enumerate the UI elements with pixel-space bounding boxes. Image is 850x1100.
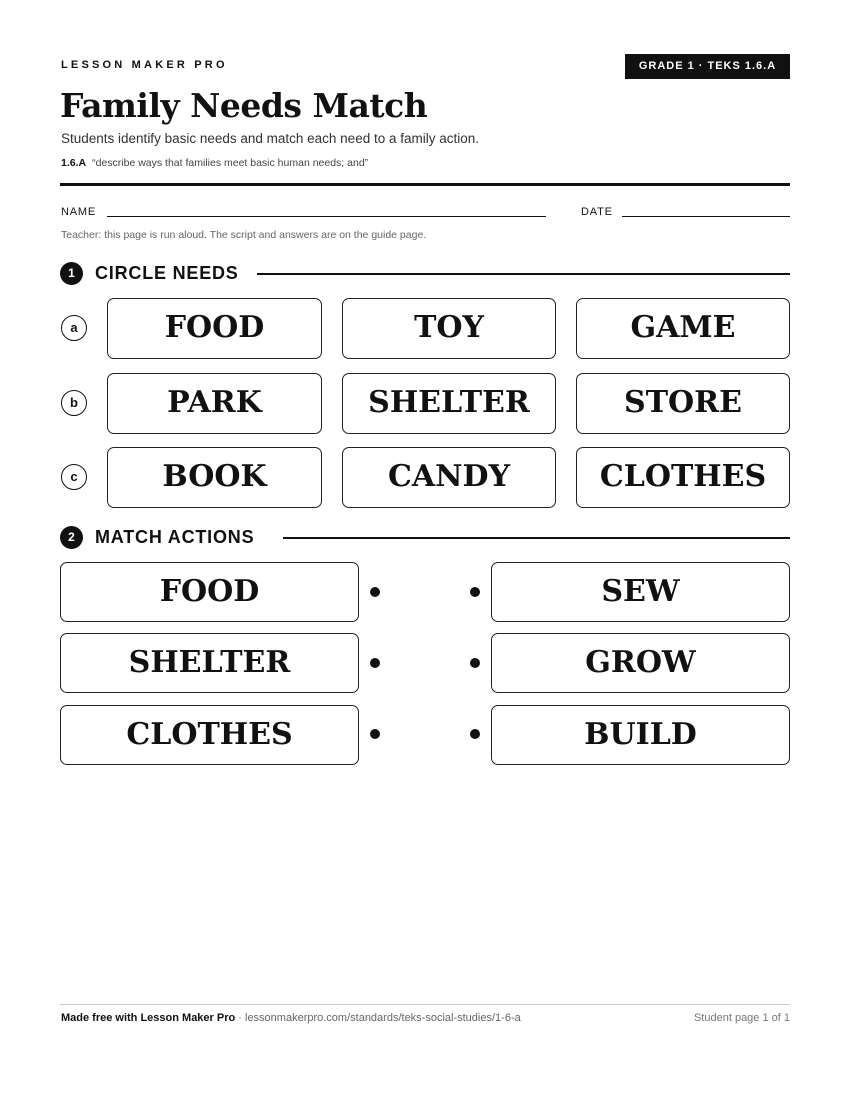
teacher-note: Teacher: this page is run aloud. The script and answers are on the guide page. <box>61 229 427 241</box>
section-divider <box>283 537 790 539</box>
date-label: DATE <box>581 206 613 218</box>
match-action-build[interactable]: BUILD <box>491 705 790 765</box>
need-option-store[interactable]: STORE <box>576 373 790 434</box>
row-letter-c: c <box>61 464 87 490</box>
standard-reference <box>61 157 368 169</box>
standard-code: 1.6.A <box>61 157 87 169</box>
match-dot-left-2[interactable] <box>370 658 380 668</box>
row-letter-b: b <box>61 390 87 416</box>
brand-name: LESSON MAKER PRO <box>61 59 228 71</box>
page-title: Family Needs Match <box>60 86 428 125</box>
need-option-park[interactable]: PARK <box>107 373 322 434</box>
match-action-sew[interactable]: SEW <box>491 562 790 622</box>
need-option-clothes[interactable]: CLOTHES <box>576 447 790 508</box>
footer-divider <box>60 1004 790 1005</box>
match-dot-right-3[interactable] <box>470 729 480 739</box>
footer-url[interactable]: · lessonmakerpro.com/standards/teks-social-studies/1-6-a <box>235 1012 521 1024</box>
name-label: NAME <box>61 206 96 218</box>
header-divider <box>60 183 790 186</box>
grade-badge: GRADE 1 · TEKS 1.6.A <box>625 54 790 79</box>
need-option-shelter[interactable]: SHELTER <box>342 373 556 434</box>
match-action-grow[interactable]: GROW <box>491 633 790 693</box>
section-divider <box>257 273 790 275</box>
row-letter-a: a <box>61 315 87 341</box>
match-need-shelter[interactable]: SHELTER <box>60 633 359 693</box>
section-title: CIRCLE NEEDS <box>95 263 239 283</box>
page-subtitle: Students identify basic needs and match each need to a family action. <box>61 131 480 146</box>
section-circle-needs <box>60 260 790 286</box>
date-field[interactable] <box>622 216 790 217</box>
footer-made-with: Made free with Lesson Maker Pro <box>61 1012 236 1024</box>
match-dot-right-1[interactable] <box>470 587 480 597</box>
need-option-book[interactable]: BOOK <box>107 447 322 508</box>
match-need-food[interactable]: FOOD <box>60 562 359 622</box>
need-option-candy[interactable]: CANDY <box>342 447 556 508</box>
need-option-game[interactable]: GAME <box>576 298 790 359</box>
footer-page-number: Student page 1 of 1 <box>693 1012 790 1024</box>
need-option-toy[interactable]: TOY <box>342 298 556 359</box>
section-number: 1 <box>60 262 83 285</box>
name-field[interactable] <box>107 216 546 217</box>
standard-text: “describe ways that families meet basic human needs; and” <box>92 157 369 169</box>
match-dot-left-3[interactable] <box>370 729 380 739</box>
match-dot-right-2[interactable] <box>470 658 480 668</box>
need-option-food[interactable]: FOOD <box>107 298 322 359</box>
section-title: MATCH ACTIONS <box>95 527 255 547</box>
match-dot-left-1[interactable] <box>370 587 380 597</box>
section-number: 2 <box>60 526 83 549</box>
match-need-clothes[interactable]: CLOTHES <box>60 705 359 765</box>
section-match-actions <box>60 524 790 550</box>
footer-credit <box>61 1012 521 1024</box>
